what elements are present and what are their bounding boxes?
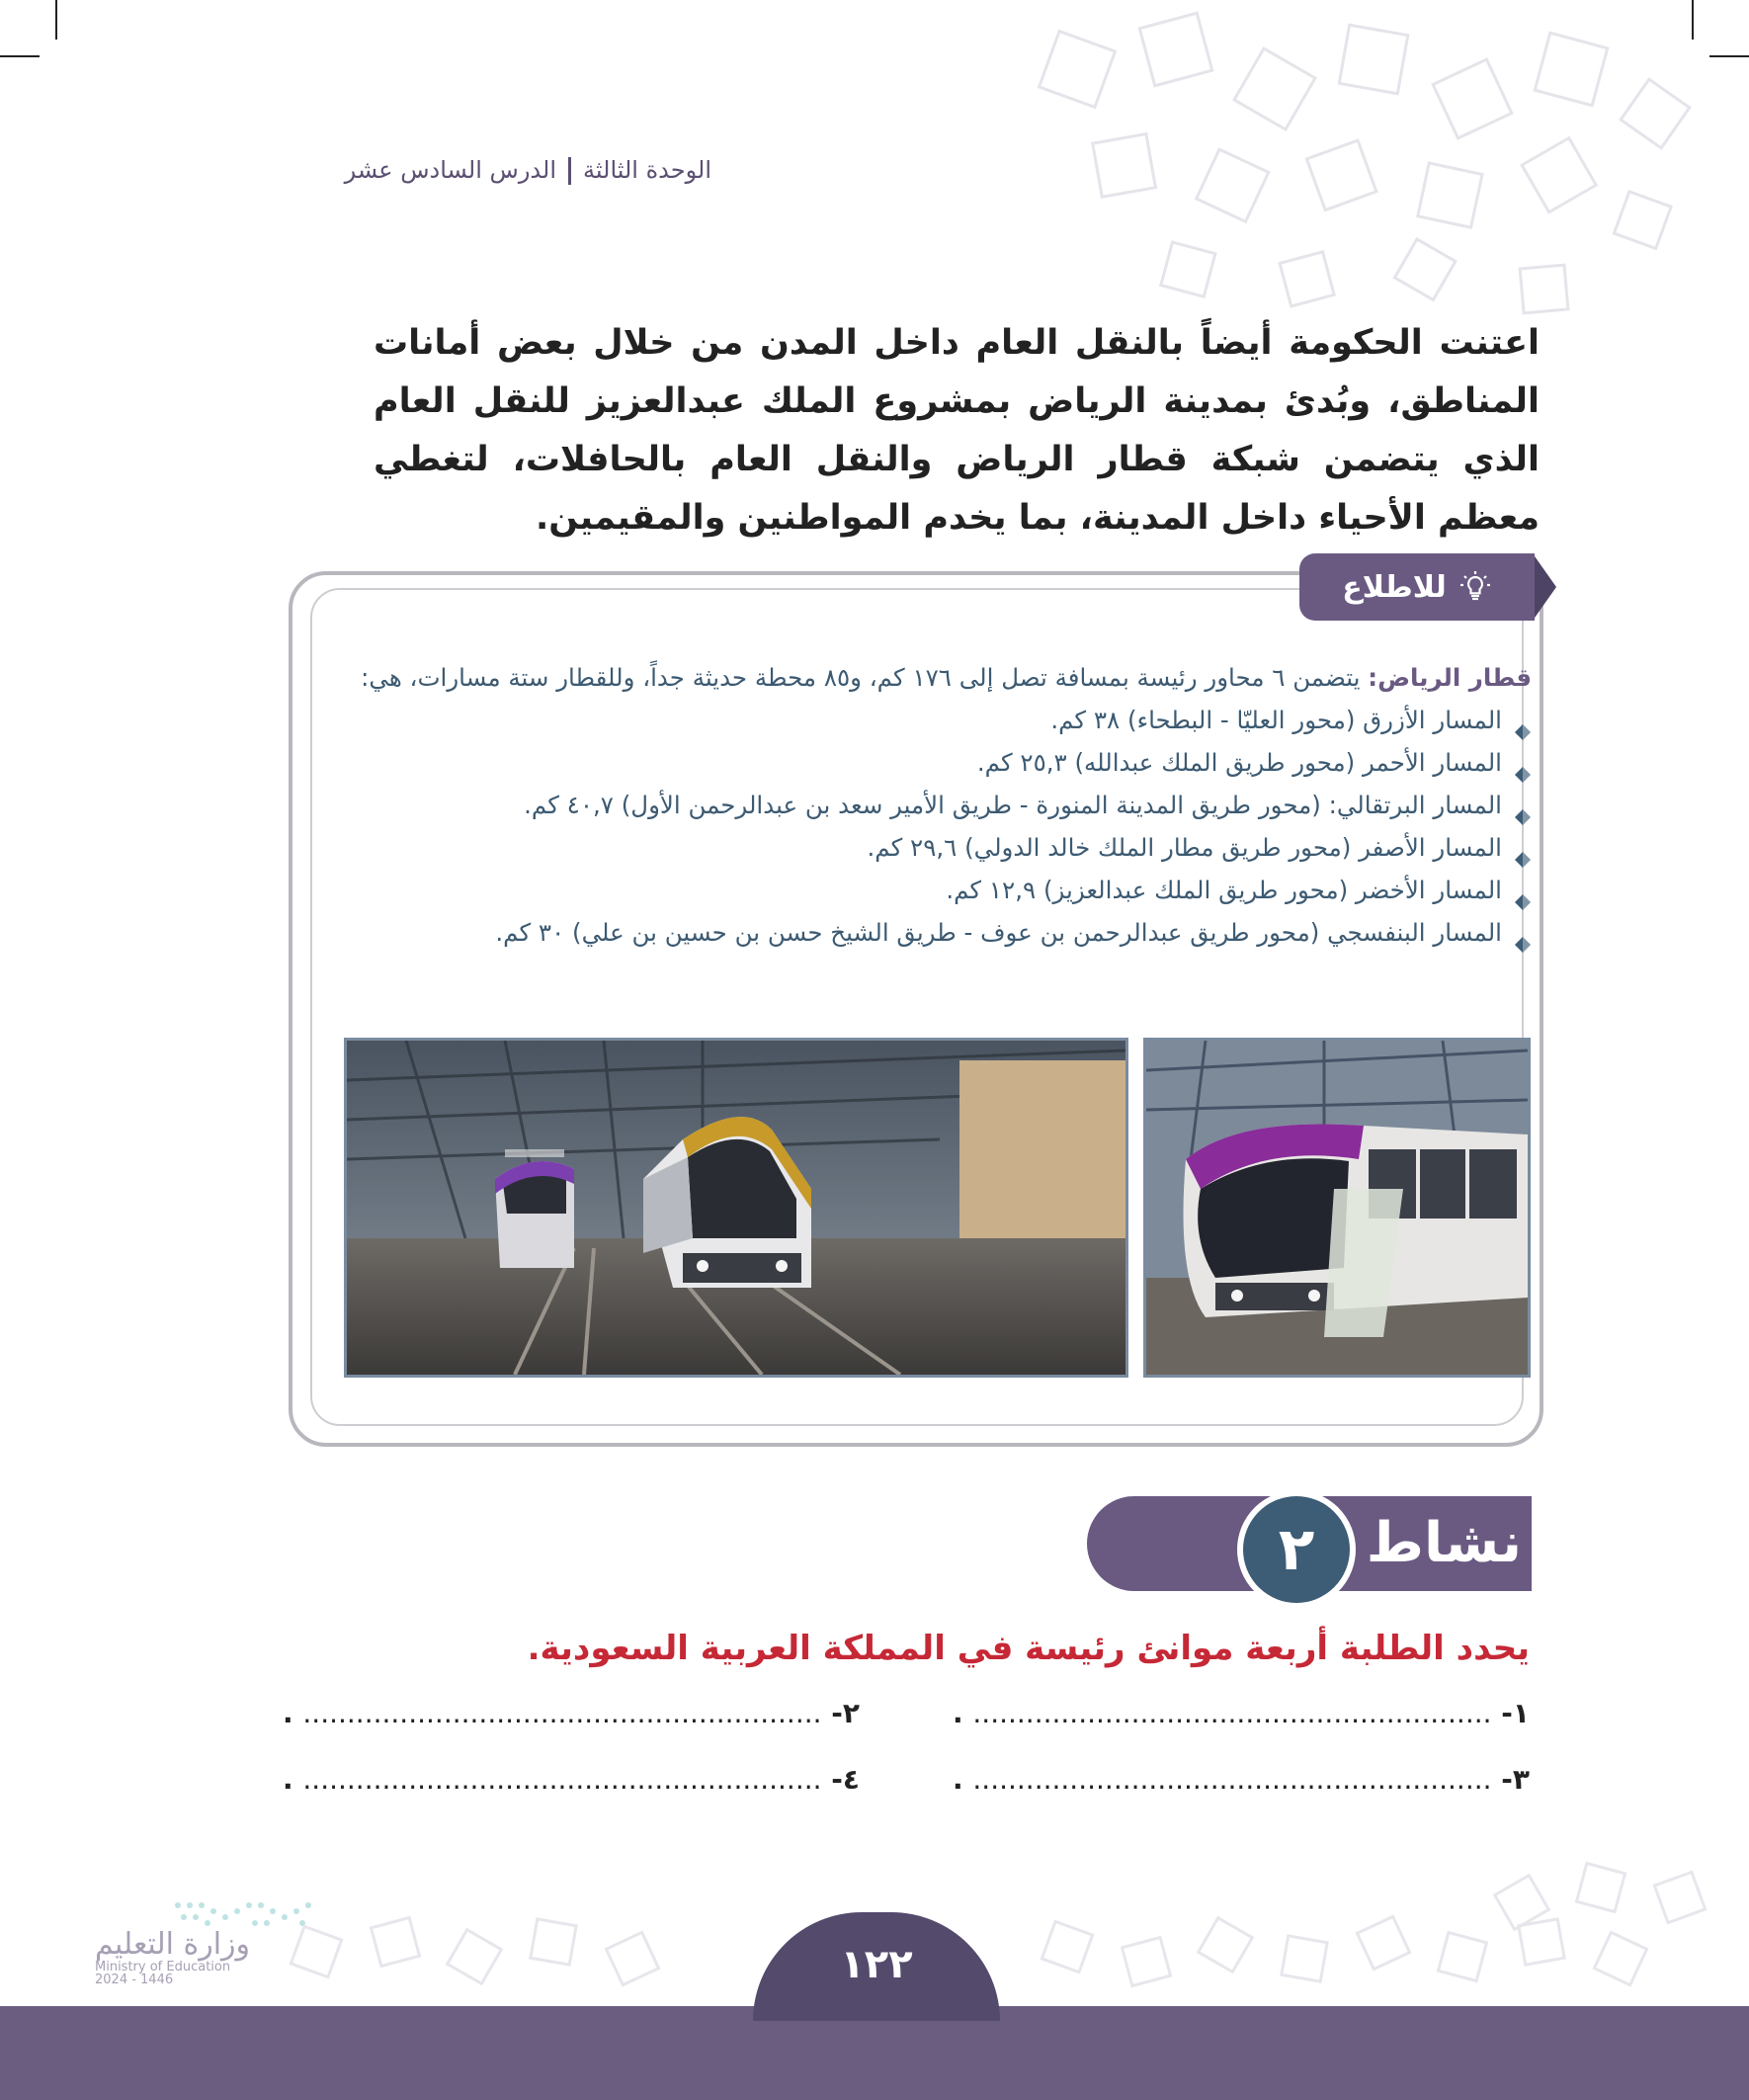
metro-line-text: المسار الأزرق (محور العليّا - البطحاء) ٣٨ كم. <box>1050 706 1502 734</box>
purple-train-photo <box>1143 1038 1531 1378</box>
list-item <box>336 741 1532 784</box>
info-ribbon-title: للاطلاع <box>1342 569 1447 605</box>
breadcrumb-lesson: الدرس السادس عشر <box>344 156 557 184</box>
metro-line-text: المسار البنفسجي (محور طريق عبدالرحمن بن عوف - طريق الشيخ حسن بن حسين بن علي) ٣٠ كم. <box>495 918 1502 947</box>
diamond-bullet-icon <box>1514 882 1532 899</box>
activity-task: يحدد الطلبة أربعة موانئ رئيسة في المملكة العربية السعودية. <box>527 1629 1530 1668</box>
list-item <box>336 699 1532 741</box>
lightbulb-icon <box>1458 570 1492 604</box>
list-item <box>336 911 1532 954</box>
info-ribbon-tip <box>1533 553 1556 621</box>
train-depot-photo <box>344 1038 1128 1378</box>
info-lead-text: يتضمن ٦ محاور رئيسة بمسافة تصل إلى ١٧٦ كم، و٨٥ محطة حديثة جداً، وللقطار ستة مسارات، هي: <box>361 663 1369 692</box>
metro-lines-list <box>336 699 1532 954</box>
metro-line-text: المسار الأصفر (محور طريق مطار الملك خالد الدولي) ٢٩,٦ كم. <box>867 833 1502 862</box>
info-ribbon <box>1299 553 1535 621</box>
edition-year: 2024 - 1446 <box>95 1973 174 1987</box>
intro-paragraph: اعتنت الحكومة أيضاً بالنقل العام داخل المدن من خلال بعض أمانات المناطق، وبُدئ بمدينة الرياض بمشروع الملك عبدالعزيز للنقل العام الذي يتضمن شبكة قطار الرياض والنقل العام بالحافلات، لتغطي معظم الأحياء داخل المدينة، بما يخدم المواطنين والمقيمين. <box>374 323 1540 538</box>
metro-line-text: المسار الأخضر (محور طريق الملك عبدالعزيز) ١٢,٩ كم. <box>946 876 1502 904</box>
info-text <box>336 656 1532 954</box>
answer-end: . <box>953 1697 963 1729</box>
activity-label: نشاط <box>1366 1511 1522 1575</box>
answer-line-2[interactable] <box>283 1697 860 1729</box>
info-lead <box>336 656 1532 699</box>
answer-dots: ........................................................... <box>302 1763 822 1796</box>
metro-line-text: المسار الأحمر (محور طريق الملك عبدالله) ٢٥,٣ كم. <box>976 748 1502 777</box>
answer-dots: ........................................................... <box>972 1763 1492 1796</box>
answer-end: . <box>283 1697 293 1729</box>
activity-number: ٢ <box>1237 1490 1356 1609</box>
answer-number: ٣- <box>1501 1763 1530 1796</box>
ministry-name-en: Ministry of Education <box>95 1960 231 1974</box>
answer-end: . <box>953 1763 963 1796</box>
answer-dots: ........................................................... <box>302 1697 822 1729</box>
breadcrumb-unit: الوحدة الثالثة <box>583 156 711 184</box>
answer-number: ٢- <box>831 1697 860 1729</box>
list-item <box>336 784 1532 826</box>
ministry-logo <box>95 1927 250 1987</box>
list-item <box>336 869 1532 911</box>
diamond-bullet-icon <box>1514 839 1532 857</box>
answer-end: . <box>283 1763 293 1796</box>
breadcrumb-separator <box>568 157 571 185</box>
answer-number: ٤- <box>831 1763 860 1796</box>
breadcrumb <box>345 156 711 185</box>
diamond-bullet-icon <box>1514 712 1532 729</box>
answer-number: ١- <box>1501 1697 1530 1729</box>
answer-line-4[interactable] <box>283 1763 860 1796</box>
list-item <box>336 826 1532 869</box>
answer-line-3[interactable] <box>953 1763 1530 1796</box>
page-number: ١٢٢ <box>840 1942 913 1987</box>
diamond-bullet-icon <box>1514 754 1532 772</box>
diamond-bullet-icon <box>1514 924 1532 942</box>
ministry-name: وزارة التعليم <box>95 1927 251 1962</box>
answer-dots: ........................................................... <box>972 1697 1492 1729</box>
metro-line-text: المسار البرتقالي: (محور طريق المدينة المنورة - طريق الأمير سعد بن عبدالرحمن الأول) ٤٠,٧ كم. <box>524 791 1502 819</box>
info-lead-keyword: قطار الرياض: <box>1368 663 1532 692</box>
answer-line-1[interactable] <box>953 1697 1530 1729</box>
diamond-bullet-icon <box>1514 797 1532 814</box>
